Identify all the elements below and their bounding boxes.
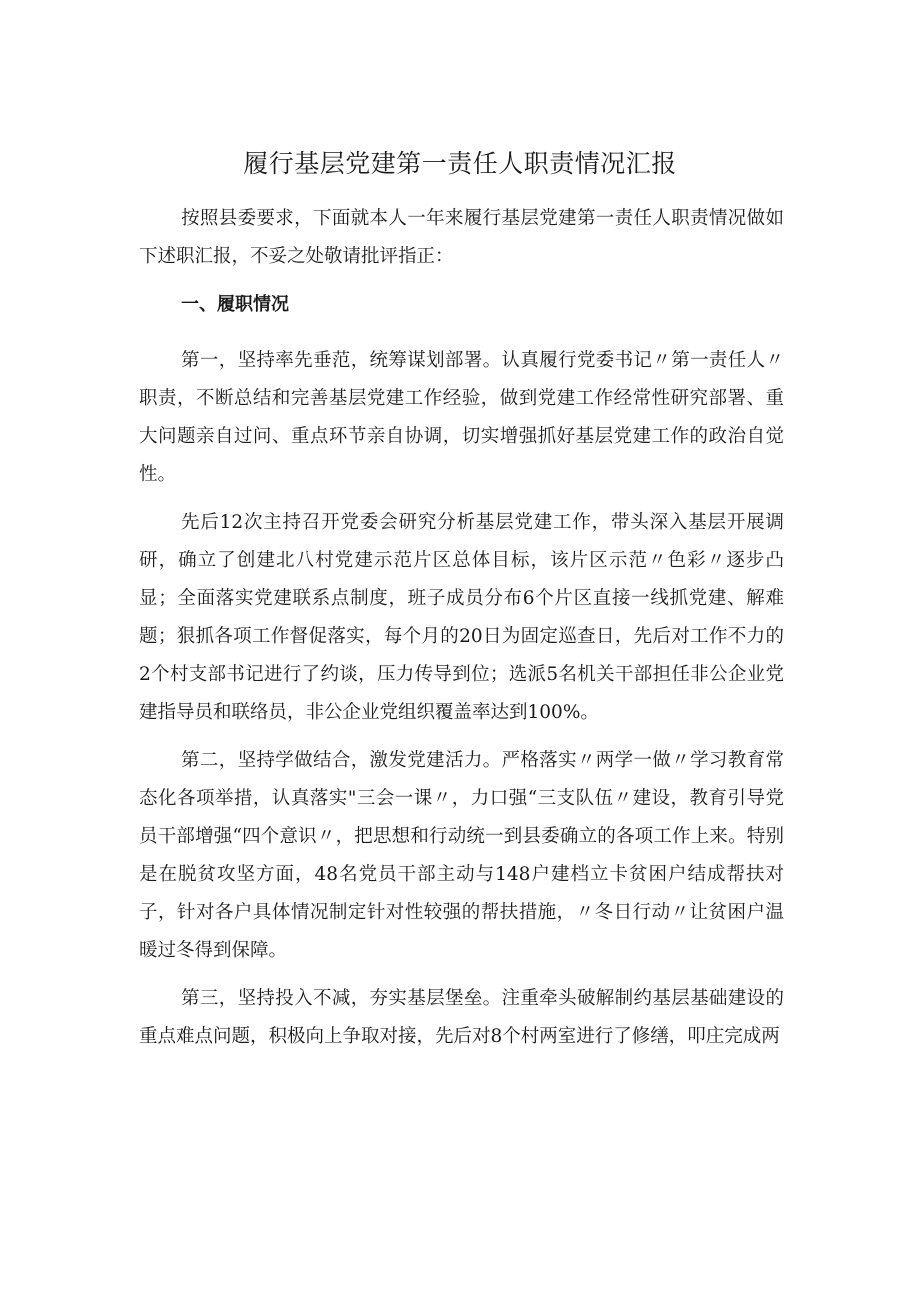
paragraph-second: 第二，坚持学做结合，激发党建活力。严格落实〃两学一做〃学习教育常态化各项举措，认真落实"三会一课〃，力口强“三支队伍〃建设，教育引导党员干部增强“四个意识〃，把思想和行动统一到县委确立的各项工作上来。特别是在脱贫攻坚方面，48名党员干部主动与148户建档立卡贫困户结成帮扶对子，针对各户具体情况制定针对性较强的帮扶措施，〃冬日行动〃让贫困户温暖过冬得到保障。	[139, 750, 784, 961]
document-title: 履行基层党建第一责任人职责情况汇报	[243, 149, 677, 178]
paragraph-meetings: 先后12次主持召开党委会研究分析基层党建工作，带头深入基层开展调研，确立了创建北八村党建示范片区总体目标，该片区示范〃色彩〃逐步凸显；全面落实党建联系点制度，班子成员分布6个片区直接一线抓党建、解难题；狠抓各项工作督促落实，每个月的20日为固定巡查日，先后对工作不力的2个村支部书记进行了约谈，压力传导到位；选派5名机关干部担任非公企业党建指导员和联络员，非公企业党组织覆盖率达到100%。	[139, 512, 784, 723]
section-heading: 一、履职情况	[181, 294, 289, 315]
intro-paragraph: 按照县委要求，下面就本人一年来履行基层党建第一责任人职责情况做如下述职汇报，不妥之处敬请批评指正：	[139, 208, 784, 267]
paragraph-first: 第一，坚持率先垂范，统筹谋划部署。认真履行党委书记〃第一责任人〃职责，不断总结和完善基层党建工作经验，做到党建工作经常性研究部署、重大问题亲自过问、重点环节亲自协调，切实增强抓好基层党建工作的政治自觉性。	[139, 350, 784, 485]
document-body	[139, 200, 784, 1066]
paragraph-third: 第三，坚持投入不减，夯实基层堡垒。注重牵头破解制约基层基础建设的重点难点问题，积极向上争取对接，先后对8个村两室进行了修缮，叩庄完成两	[139, 988, 784, 1047]
